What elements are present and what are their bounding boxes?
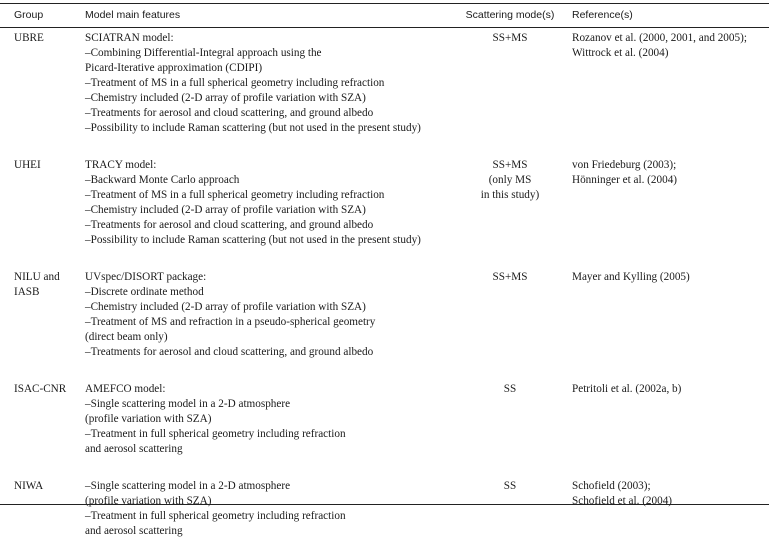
cell-mode-line: (only MS	[488, 174, 532, 186]
table-row	[0, 158, 769, 248]
cell-mode	[460, 158, 560, 203]
header-features: Model main features	[85, 9, 181, 21]
table-header-rule	[0, 27, 769, 28]
cell-group	[14, 158, 41, 173]
cell-mode-line: in this study)	[480, 189, 540, 201]
cell-features-line: –Single scattering model in a 2-D atmosphere	[85, 398, 291, 410]
cell-group	[14, 31, 44, 46]
cell-reference	[572, 158, 677, 188]
table-top-rule	[0, 3, 769, 4]
cell-features-line: –Treatments for aerosol and cloud scattering, and ground albedo	[85, 219, 374, 231]
header-group: Group	[14, 9, 44, 21]
cell-features-line: –Treatment of MS and refraction in a pseudo-spherical geometry	[85, 316, 376, 328]
table-row	[0, 31, 769, 136]
cell-group	[14, 382, 66, 397]
cell-mode-line: SS+MS	[492, 159, 528, 171]
cell-mode	[460, 382, 560, 397]
cell-features-line: –Discrete ordinate method	[85, 286, 204, 298]
cell-reference-line: Wittrock et al. (2004)	[572, 47, 669, 59]
cell-features	[85, 31, 421, 136]
cell-reference-line: von Friedeburg (2003);	[572, 159, 677, 171]
cell-group	[14, 270, 60, 300]
cell-features-line: Picard-Iterative approximation (CDIPI)	[85, 62, 263, 74]
cell-group-line: UHEI	[14, 159, 41, 171]
cell-mode-line: SS	[503, 383, 517, 395]
table-row	[0, 382, 769, 457]
cell-features-line: –Chemistry included (2-D array of profile variation with SZA)	[85, 301, 366, 313]
cell-mode-line: SS	[503, 480, 517, 492]
cell-features	[85, 479, 346, 539]
cell-features-line: –Combining Differential-Integral approach using the	[85, 47, 322, 59]
cell-group-line: ISAC-CNR	[14, 383, 67, 395]
cell-group-line: UBRE	[14, 32, 44, 44]
cell-reference-line: Petritoli et al. (2002a, b)	[572, 383, 682, 395]
cell-features-line: –Treatment in full spherical geometry including refraction	[85, 510, 346, 522]
cell-features-line: –Chemistry included (2-D array of profile variation with SZA)	[85, 204, 366, 216]
table-row	[0, 479, 769, 539]
cell-features-line: SCIATRAN model:	[85, 32, 174, 44]
cell-group	[14, 479, 43, 494]
cell-features-line: –Treatments for aerosol and cloud scattering, and ground albedo	[85, 346, 374, 358]
cell-group-line: NILU and	[14, 271, 60, 283]
cell-features	[85, 270, 375, 360]
cell-reference	[572, 382, 681, 397]
cell-features-line: AMEFCO model:	[85, 383, 166, 395]
cell-features-line: (profile variation with SZA)	[85, 413, 212, 425]
cell-features-line: –Treatment of MS in a full spherical geometry including refraction	[85, 77, 385, 89]
cell-reference-line: Rozanov et al. (2000, 2001, and 2005);	[572, 32, 747, 44]
cell-reference	[572, 270, 690, 285]
cell-features-line: –Treatments for aerosol and cloud scattering, and ground albedo	[85, 107, 374, 119]
header-mode: Scattering mode(s)	[465, 9, 555, 21]
cell-features-line: –Chemistry included (2-D array of profile variation with SZA)	[85, 92, 366, 104]
table-body	[0, 31, 769, 539]
cell-group-line: NIWA	[14, 480, 44, 492]
cell-features	[85, 158, 421, 248]
cell-features	[85, 382, 346, 457]
cell-features-line: and aerosol scattering	[85, 443, 183, 455]
cell-features-line: (profile variation with SZA)	[85, 495, 212, 507]
table-row	[0, 270, 769, 360]
cell-reference-line: Hönninger et al. (2004)	[572, 174, 678, 186]
cell-mode-line: SS+MS	[492, 271, 528, 283]
cell-mode	[460, 479, 560, 494]
cell-reference-line: Schofield (2003);	[572, 480, 651, 492]
cell-features-line: –Possibility to include Raman scattering (but not used in the present study)	[85, 122, 421, 134]
cell-mode	[460, 31, 560, 46]
cell-features-line: –Backward Monte Carlo approach	[85, 174, 240, 186]
cell-features-line: –Treatment in full spherical geometry including refraction	[85, 428, 346, 440]
cell-group-line: IASB	[14, 286, 40, 298]
cell-reference-line: Mayer and Kylling (2005)	[572, 271, 690, 283]
cell-features-line: –Possibility to include Raman scattering (but not used in the present study)	[85, 234, 421, 246]
cell-features-line: (direct beam only)	[85, 331, 168, 343]
cell-features-line: TRACY model:	[85, 159, 157, 171]
cell-reference-line: Schofield et al. (2004)	[572, 495, 673, 507]
cell-features-line: UVspec/DISORT package:	[85, 271, 207, 283]
cell-mode	[460, 270, 560, 285]
header-reference: Reference(s)	[572, 9, 633, 21]
cell-features-line: –Single scattering model in a 2-D atmosphere	[85, 480, 291, 492]
cell-reference	[572, 31, 747, 61]
cell-mode-line: SS+MS	[492, 32, 528, 44]
cell-features-line: and aerosol scattering	[85, 525, 183, 537]
cell-features-line: –Treatment of MS in a full spherical geometry including refraction	[85, 189, 385, 201]
table-bottom-rule	[0, 504, 769, 505]
